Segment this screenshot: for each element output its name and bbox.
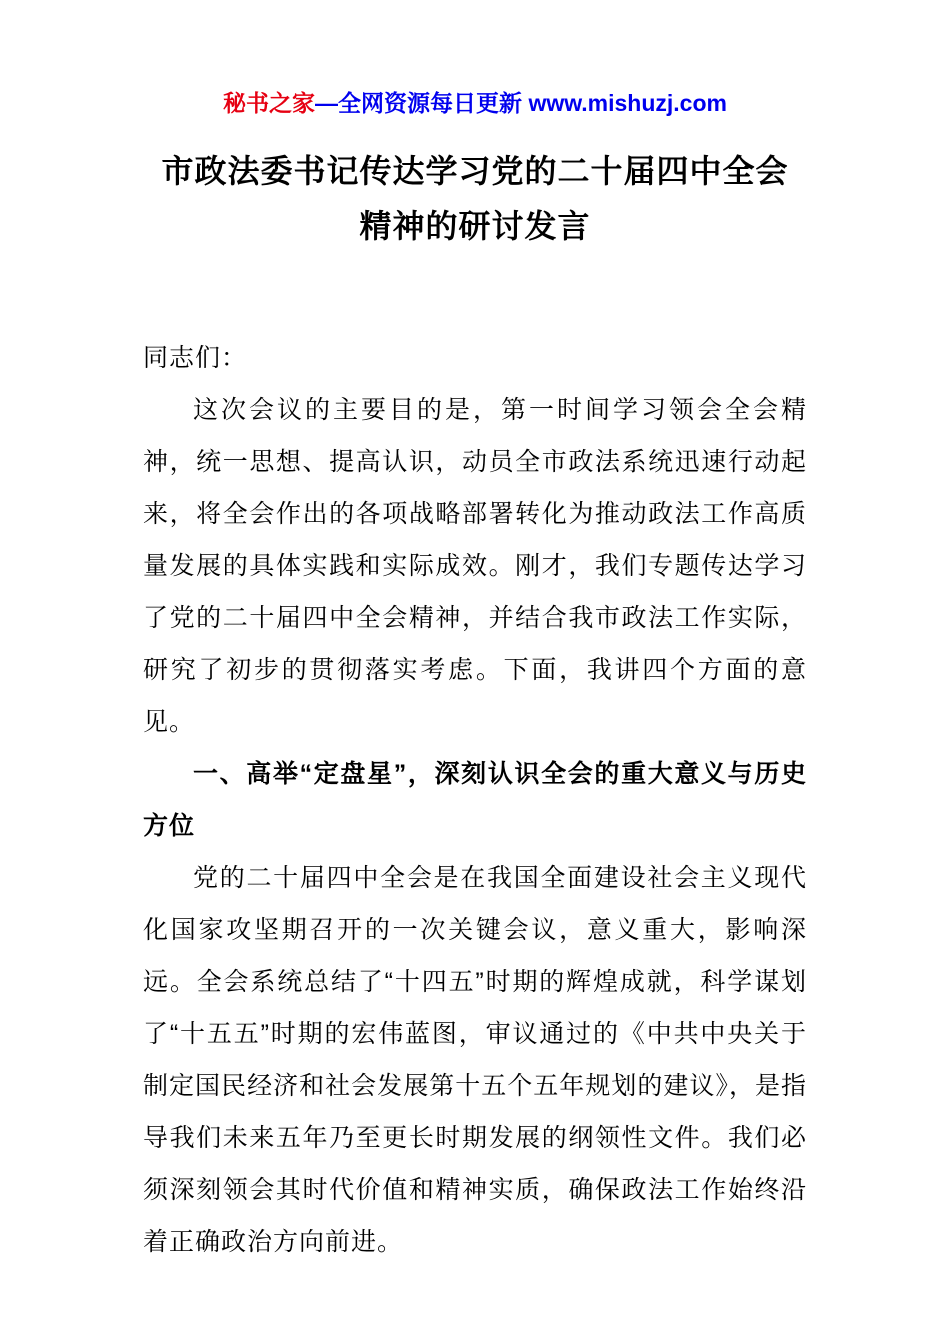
salutation: 同志们： <box>143 344 248 372</box>
document-title-line1: 市政法委书记传达学习党的二十届四中全会 <box>161 153 789 189</box>
paragraph-intro: 这次会议的主要目的是，第一时间学习领会全会精神，统一思想、提高认识，动员全市政法系统迅速行动起来，将全会作出的各项战略部署转化为推动政法工作高质量发展的具体实践和实际成效。刚才，我们专题传达学习了党的二十届四中全会精神，并结合我市政法工作实际，研究了初步的贯彻落实考虑。下面，我讲四个方面的意见。 <box>143 396 807 736</box>
section-heading-1: 一、高举“定盘星”，深刻认识全会的重大意义与历史方位 <box>143 760 807 840</box>
brand-name: 秘书之家 <box>223 90 316 116</box>
header-url: www.mishuzj.com <box>528 90 727 116</box>
paragraph-section-1-body: 党的二十届四中全会是在我国全面建设社会主义现代化国家攻坚期召开的一次关键会议，意义重大，影响深远。全会系统总结了“十四五”时期的辉煌成就，科学谋划了“十五五”时期的宏伟蓝图，审议通过的《中共中央关于制定国民经济和社会发展第十五个五年规划的建议》，是指导我们未来五年乃至更长时期发展的纲领性文件。我们必须深刻领会其时代价值和精神实质，确保政法工作始终沿着正确政治方向前进。 <box>143 864 807 1256</box>
document-header <box>143 88 807 118</box>
header-tagline: —全网资源每日更新 <box>315 90 529 116</box>
document-title-line2: 精神的研讨发言 <box>359 208 591 244</box>
document-title <box>143 144 807 254</box>
